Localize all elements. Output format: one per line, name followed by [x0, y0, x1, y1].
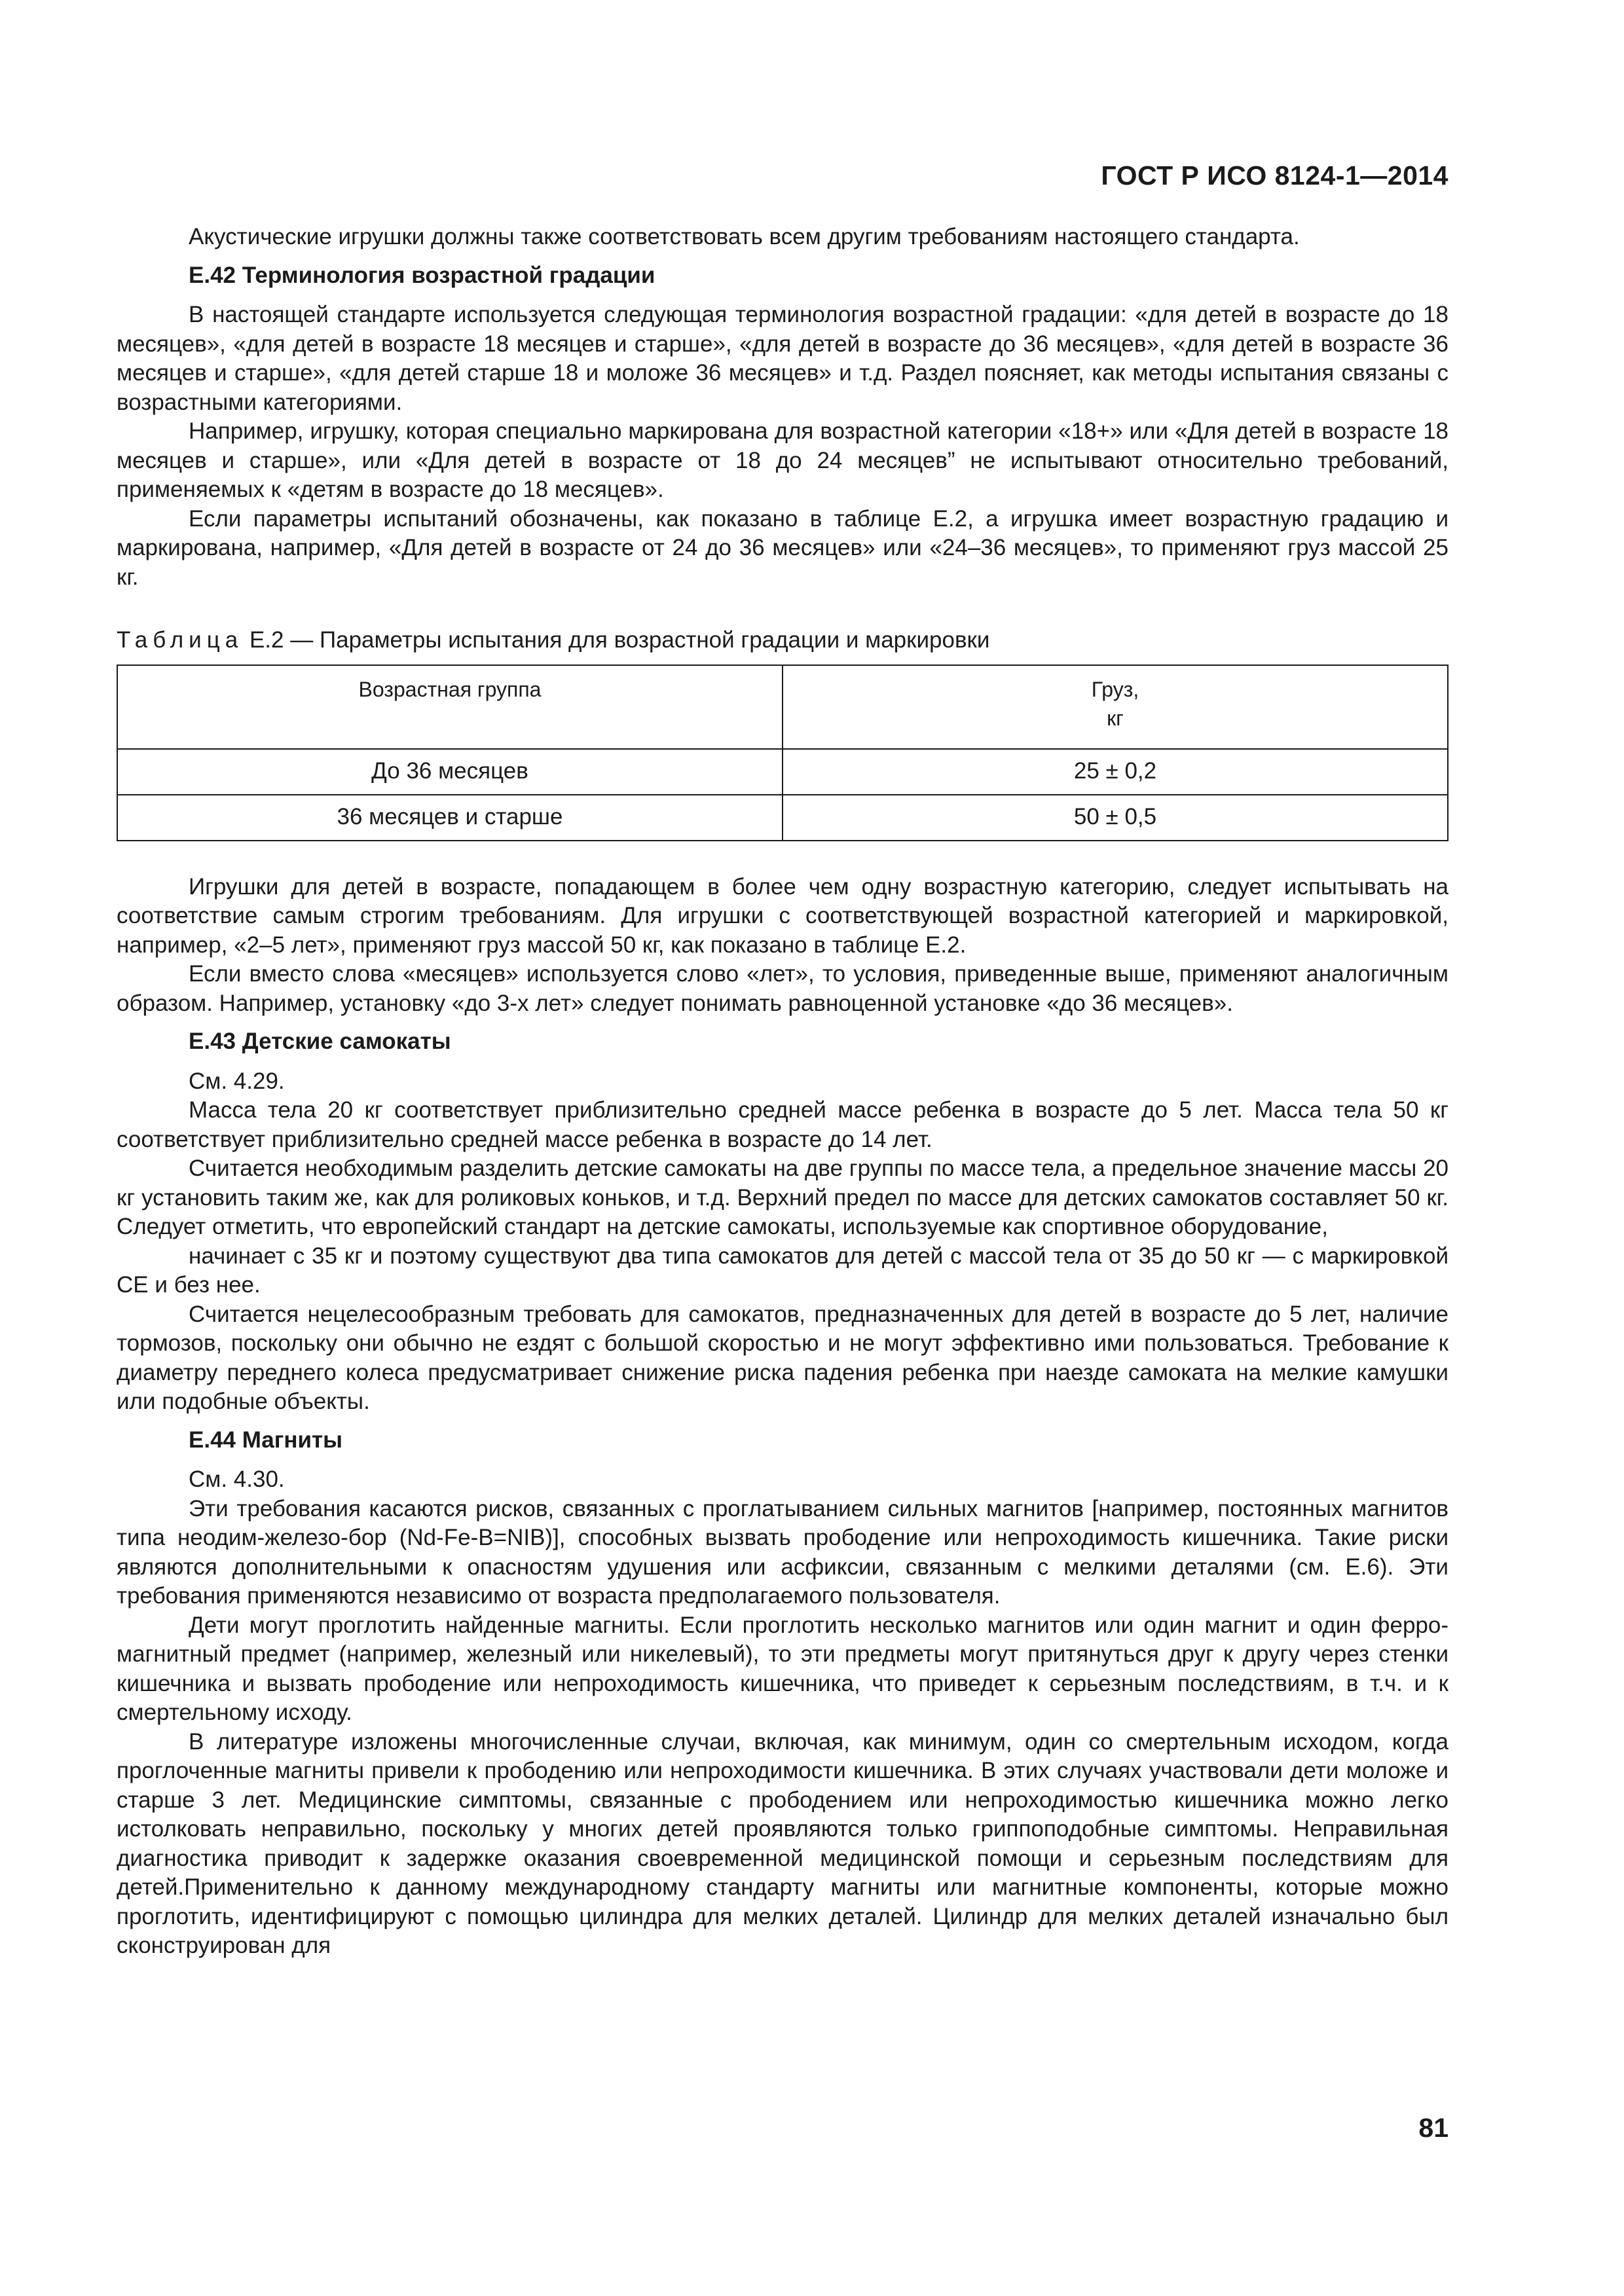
paragraph: См. 4.30.	[189, 1467, 285, 1492]
section-heading-e42: Е.42 Терминология возрастной градации	[189, 262, 655, 288]
paragraph: начинает с 35 кг и поэтому существуют два типа самокатов для детей с массой тела от 35 до 50 кг — с маркировкой СЕ и без нее.	[117, 1243, 1449, 1298]
table-caption	[117, 626, 1449, 655]
table-caption-text: Е.2 — Параметры испытания для возрастной градации и маркировки	[243, 627, 990, 653]
paragraph: В настоящей стандарте используется следующая терминология возрастной градации: «для детей в возрасте до 18 месяцев», «для детей в возрасте 18 месяцев и старше», «для детей в возрасте до 36 месяцев», «для детей в возрасте 36 месяцев и старше», «для детей старше 18 и моложе 36 месяцев» и т.д. Раздел поясняет, как методы испытания связаны с возрастными категориями.	[117, 302, 1449, 415]
paragraph: Масса тела 20 кг соответствует приблизительно средней массе ребенка в возрасте до 5 лет. Масса тела 50 кг соответствует приблизительно средней массе ребенка в возрасте до 14 лет.	[117, 1097, 1449, 1152]
column-header-load-line1: Груз,	[1091, 677, 1139, 701]
paragraph: Игрушки для детей в возрасте, попадающем в более чем одну возрастную категорию, следует испытывать на соответствие самым строгим требованиям. Для игрушки с соответствующей возрастной категорией и маркировкой, например, «2–5 лет», применяют груз массой 50 кг, как показано в таблице Е.2.	[117, 873, 1449, 958]
paragraph: Считается нецелесообразным требовать для самокатов, предназначенных для детей в возрасте до 5 лет, наличие тормозов, поскольку они обычно не ездят с большой скоростью и не могут эффективно ими пользоваться. Требование к диаметру переднего колеса предусматривает снижение риска падения ребенка при наезде самоката на мелкие камушки или подобные объекты.	[117, 1301, 1449, 1414]
table-caption-word: Таблица	[117, 627, 244, 653]
paragraph: В литературе изложены многочисленные случаи, включая, как минимум, один со смертельным исходом, когда проглоченные магниты привели к прободению или непроходимости кишечника. В этих случаях участвовали дети моложе и старше 3 лет. Медицинские симптомы, связанные с прободением или непроходимостью кишечника можно легко истолковать неправильно, поскольку у многих детей проявляются только гриппоподобные симптомы. Неправильная диагностика приводит к задержке оказания своевременной медицинской помощи и серьезным последствиям для детей.Применительно к данному международному стандарту магниты или магнитные компоненты, которые можно проглотить, идентифицируют с помощью цилиндра для мелких деталей. Цилиндр для мелких деталей изначально был сконструирован для	[117, 1728, 1449, 1958]
table-row	[117, 749, 1448, 795]
paragraph: Акустические игрушки должны также соответствовать всем другим требованиям настоящего стандарта.	[189, 224, 1300, 249]
paragraph: Эти требования касаются рисков, связанных с проглатыванием сильных магнитов [например, постоянных магнитов типа неодим-железо-бор (Nd-Fe-B=NIB)], способных вызвать прободение или непроходимость кишечника. Такие риски являются дополнительными к опасностям удушения или асфиксии, связанным с мелкими деталями (см. Е.6). Эти требования применяются независимо от возраста предполагаемого пользователя.	[117, 1495, 1449, 1609]
document-page	[117, 0, 1449, 2296]
table-cell-age: До 36 месяцев	[117, 749, 783, 795]
paragraph: Дети могут проглотить найденные магниты. Если проглотить несколько магнитов или один магнит и один ферро-магнитный предмет (например, железный или никелевый), то эти предметы могут притянуться друг к другу через стенки кишечника и вызвать прободение или непроходимость кишечника, что приведет к серьезным последствиям, в т.ч. и к смертельному исходу.	[117, 1612, 1449, 1725]
load-table	[117, 665, 1449, 841]
page-number: 81	[1418, 2113, 1449, 2143]
table-cell-age: 36 месяцев и старше	[117, 795, 783, 841]
table-header-row	[117, 665, 1448, 749]
paragraph: Например, игрушку, которая специально маркирована для возрастной категории «18+» или «Для детей в возрасте 18 месяцев и старше», или «Для детей в возрасте от 18 до 24 месяцев” не испытывают относительно требований, применяемых к «детям в возрасте до 18 месяцев».	[117, 418, 1449, 502]
section-heading-e44: Е.44 Магниты	[189, 1427, 343, 1453]
paragraph: Считается необходимым разделить детские самокаты на две группы по массе тела, а предельное значение массы 20 кг установить таким же, как для роликовых коньков, и т.д. Верхний предел по массе для детских самокатов составляет 50 кг. Следует отметить, что европейский стандарт на детские самокаты, используемые как спортивное оборудование,	[117, 1156, 1449, 1239]
document-id: ГОСТ Р ИСО 8124-1—2014	[1101, 160, 1449, 191]
page-body	[117, 223, 1449, 1961]
column-header-age: Возрастная группа	[117, 665, 783, 749]
paragraph: Если вместо слова «месяцев» используется слово «лет», то условия, приведенные выше, применяют аналогичным образом. Например, установку «до 3-х лет» следует понимать равноценной установке «до 36 месяцев».	[117, 961, 1449, 1016]
paragraph: См. 4.29.	[189, 1068, 285, 1094]
table-cell-load: 50 ± 0,5	[783, 795, 1448, 841]
table-cell-load: 25 ± 0,2	[783, 749, 1448, 795]
paragraph: Если параметры испытаний обозначены, как показано в таблице Е.2, а игрушка имеет возрастную градацию и маркирована, например, «Для детей в возрасте от 24 до 36 месяцев» или «24–36 месяцев», то применяют груз массой 25 кг.	[117, 505, 1449, 590]
column-header-load-line2: кг	[1107, 706, 1124, 730]
column-header-load	[783, 665, 1448, 749]
table-row	[117, 795, 1448, 841]
section-heading-e43: Е.43 Детские самокаты	[189, 1029, 451, 1054]
